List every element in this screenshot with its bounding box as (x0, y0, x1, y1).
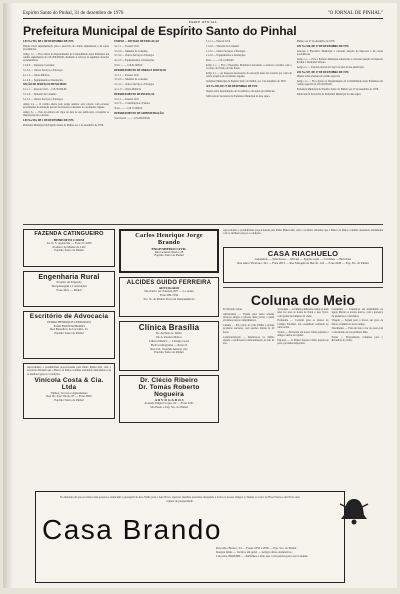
ad-subtitle: ADVOGADO (158, 286, 180, 291)
page-fold-shadow (3, 3, 13, 588)
ad-line: Av. N. S. Aparecida — Fone 27-3290 (46, 240, 92, 245)
ad-line: Espírito Santo do Pinhal (54, 398, 84, 403)
notice-paragraph: 3.1.2.0 — Material de Consumo (114, 49, 148, 53)
notice-paragraph: Publicada na Secretaria da Prefeitura Municipal na data supra. (296, 93, 362, 97)
ad-text: Aproveitando a possibilidade proporcionada pela Rádio Pinhal AM, vem o escritório informar que o Banco de Dados continua atendendo diariamente com os melhores preços e condições. (27, 366, 111, 376)
column-paragraph: Confraternização — Realizou-se no último sábado a tradicional confraternização de fim de ano. (223, 335, 275, 346)
ad-line: São Paulo e Esp. Sto. do Pinhal (150, 405, 188, 410)
ad-line: Terraplenagem e Construções (51, 284, 87, 289)
ad-subtitle: BENEDITO CORSI (53, 237, 85, 242)
notice-heading: LEI N.o 937, DE 27 DE DEZEMBRO DE 1976 (296, 70, 349, 74)
ad-line: Espírito Santo do Pinhal (154, 350, 184, 355)
ad-line: Avenida Edgard Lopes, 62 — Fone 2231 (144, 401, 194, 406)
notice-paragraph: Dispõe sobre abertura de crédito especial. (296, 75, 341, 79)
notice-paragraph: 3.1.1.1 — Pessoal Civil (114, 73, 139, 77)
ad-casa-riachuelo (223, 247, 383, 283)
notice-paragraph: 3.1.1.1 — Pessoal Civil (205, 40, 231, 43)
ad-vinicola (23, 363, 115, 419)
ad-title: ALCIDES GUIDO FERREIRA (126, 280, 212, 286)
christmas-bell-icon (336, 496, 372, 526)
ad-line: Clínica Médica — Cirurgia Geral (148, 338, 190, 343)
ad-title: Engenharia Rural (38, 274, 100, 281)
notice-heading: LEI N.o 933, DE 1 DE DEZEMBRO DE 1976 (23, 40, 74, 43)
ad-line: Produtor de Mudas de Café (52, 244, 86, 249)
ad-carlos-brando (119, 229, 219, 273)
ad-title: FAZENDA CATINGUEIRO (34, 231, 104, 237)
notice-paragraph: Artigo 2.o — Esta lei entrará em vigor na data de sua publicação. (296, 65, 365, 69)
ads-column-left (23, 229, 115, 427)
ad-clecio-nogueira (119, 375, 219, 423)
ad-title: Vinícola Costa & Cia. Ltda (34, 376, 104, 391)
notice-column (297, 40, 383, 220)
notice-paragraph: 3.1.3.2 — Outros Serviços e Encargos (23, 69, 63, 73)
ad-title: CASA RIACHUELO (267, 249, 339, 258)
notice-paragraph: Dispõe sobre suplementação para o exercício de crédito suplementar e dá outras providências. (23, 44, 110, 52)
ad-title: Escritório de Advocacia (29, 313, 109, 320)
newspaper-page (3, 3, 397, 588)
ad-line: Praça Rio Branco, 54 — Fones 2350 e 2650 — Esp. Sto. do Pinhal (216, 546, 297, 550)
column-paragraph: Formatura — Colaram grau os alunos do Colégio Estadual, em solenidade realizada no salão nobre. (277, 319, 329, 329)
notice-paragraph: 4.1.2.0 — Equipamentos e Instalações (23, 78, 63, 82)
column-title: Coluna do Meio (250, 292, 356, 308)
ad-subtitle: A D V O G A D O S (154, 398, 184, 403)
ad-line: Rua Dr. José Valois, 87 — Fone 2850 (46, 394, 92, 399)
notice-paragraph: Autoriza o Executivo Municipal a conceder isenção de impostos e dá outras providências. (296, 49, 383, 56)
ad-line: Roupas feitas — Tecidos em geral — Artigos sfino-domésticos (216, 550, 292, 555)
ad-line: Vinhos, Licores e Aguardentes (50, 390, 88, 395)
ad-fazenda-catingueiro (23, 229, 115, 267)
notice-paragraph: 3.1.3.2 — Outros Serviços e Encargos (114, 54, 154, 58)
notice-column (23, 40, 109, 220)
ad-title: Carlos Henrique Jorge Brando (135, 232, 203, 246)
notice-paragraph: Prefeitura Municipal de Espírito Santo do Pinhal, aos 27 de dezembro de 1976. (296, 88, 379, 92)
ad-line: Dr. Antônio A. Júnior (156, 331, 182, 336)
column-text-col (332, 308, 383, 347)
notice-paragraph: Publicada na Secretaria da Prefeitura Municipal na data supra. (205, 94, 271, 98)
column-paragraph: Casamento — Uniram-se em matrimônio na Igreja Matriz os jovens noivos, com a presença de numerosos convidados. (331, 308, 383, 318)
ad-subtitle: ENGENHEIRO CIVIL (151, 246, 187, 251)
notice-paragraph: Prefeitura Municipal de Espírito Santo do Pinhal, aos 1 de dezembro de 1976. (23, 123, 104, 127)
ad-line: Eletrocardiograma — Raios X (150, 342, 188, 347)
column-paragraph: Visitas — Estiveram em nossa cidade parentes e amigos vindos da capital. (277, 330, 329, 338)
notice-paragraph: 3.1.3.2 — Outros Serviços e Encargos (114, 83, 154, 87)
notice-paragraph: Artigo 3.o — Esta lei entrará em vigor na data de sua publicação, revogadas as disposições em contrário. (23, 110, 110, 118)
notice-paragraph: Total Geral .......... Cr$ 200.000,00 (114, 116, 150, 120)
ad-line: Espírito Santo do Pinhal (54, 331, 84, 336)
notice-heading: ENSINO — DIVISÃO DE EDUCAÇÃO (114, 40, 160, 43)
masthead-paper-name: "O JORNAL DE PINHAL" (327, 11, 383, 16)
notice-heading: LEI N.o 936, DE 27 DE DEZEMBRO DE 1976 (296, 44, 349, 48)
masthead-dateline: Espírito Santo do Pinhal, 31 de dezembro de 1976 (23, 11, 124, 16)
notice-paragraph: 3.1.1.1 — Pessoal Civil (114, 97, 139, 101)
ad-line: Fone 3021 — Pinhal (56, 287, 82, 292)
column-paragraph: Cinema — Em cartaz no Cine Pinhal a grande produção nacional, com sessões diárias às 20 horas. (223, 324, 275, 334)
notice-paragraph: 3.1.2.0 — Material de Consumo (114, 78, 148, 82)
column-paragraph: Festas — Programação completa para o Réveillon do Clube. (331, 335, 383, 342)
ad-line: PEDRO HENRIQUE CERIGNONI (47, 319, 91, 324)
ad-line: Sto. Sr. do Pinhal: Praça da Independência (143, 296, 195, 301)
ad-riachuelo-intro: Aproveitando a possibilidade proporcionada pela Rádio Pinhal AM, vem o escritório informar que o Banco de Dados continua atendendo diariamente com os melhores preços e condições. (223, 229, 383, 236)
ads-column-right (223, 229, 383, 427)
column-paragraph: Nascimento — Está em festa o lar do casal com o nascimento de sua primeira filha. (331, 327, 383, 334)
ad-line: Rua Benedicto de Carvalho, 25 (50, 327, 88, 332)
ad-line: Dr. A. Pereira Mattos (156, 335, 182, 340)
ad-line: São Paulo: Av. Paulista, 807 — 5.o andar (144, 289, 194, 294)
notice-paragraph: Artigo 2.o — As despesas decorrentes da execução desta lei correrão por conta de verbas próprias do orçamento vigente. (205, 72, 292, 79)
notice-paragraph: Artigo 2.o — O crédito aberto pelo artigo anterior será coberto com recursos provenientes de anulação parcial de dotações constantes do orçamento vigente. (23, 102, 110, 109)
column-body (223, 308, 383, 347)
section-kicker: PARTE OFICIAL (188, 20, 218, 24)
ad-title: Dr. Clécio Ribeiro (140, 377, 198, 384)
notice-paragraph: Total .......... Cr$ 12.000,00 (205, 59, 234, 63)
page-headline: Prefeitura Municipal de Espírito Santo do Pinhal (23, 24, 297, 38)
notice-paragraph: 3.1.1.1 — Pessoal Civil — Cr$ 30.000,00 (23, 88, 67, 92)
ad-line: Calçados, PRODIEL — Perfumes e tudo que você precisa para seu consumo (216, 554, 309, 559)
notice-paragraph: 3.1.3.2 — Outros Serviços e Encargos (23, 97, 63, 101)
notice-paragraph: Prefeitura Municipal de Espírito Santo do Pinhal, aos 1 de dezembro de 1976. (205, 80, 287, 84)
notice-heading: DEPARTAMENTO DE FINANÇAS (114, 92, 155, 96)
ad-address (216, 546, 338, 559)
notice-paragraph: 3.1.2.0 — Material de Consumo (23, 93, 57, 97)
column-paragraph: Sociedade — A família pinhalense reúne-se mais uma vez para as festas de Natal e Ano Novo, com grande movimento no clube. (277, 308, 329, 318)
coluna-do-meio (223, 292, 383, 347)
notice-heading: DEPARTAMENTO DE ADMINISTRAÇÃO (114, 111, 164, 115)
notice-paragraph: Pinhal, aos 27 de dezembro de 1976. (296, 40, 335, 43)
ad-line: Projetos de Irrigação (56, 280, 82, 285)
ad-line: Espírito Santo do Pinhal (154, 253, 184, 258)
ad-line: Fone 289-7256 (159, 293, 179, 298)
ad-line: Rua Amor Vitoriano, 321 — Fone 2813 — Rua Marquês de Herval, 143 — Fone 2049 — Esp. Sto. do Pinhal (237, 260, 369, 265)
notice-paragraph: 3.1.2.0 — Material de Consumo (205, 44, 239, 48)
notice-column (206, 40, 292, 220)
ad-line: Geladeiras — Televisores — Móveis — Fogões a gás — Colchões — Bicicletas (254, 256, 352, 261)
masthead (23, 11, 383, 19)
column-paragraph: Viagem — Seguiu para o litoral, em gozo de férias, a família do nosso amigo. (331, 319, 383, 326)
notice-paragraph: Dispõe sobre denominação de via pública e dá outras providências. (205, 89, 276, 93)
notice-heading: LEI N.o 934, DE 1 DE DEZEMBRO DE 1976 (23, 118, 74, 122)
ads-grid (23, 229, 383, 427)
notice-paragraph: Artigo 1.o — Fica aberto no Departamento de Contabilidade desta Prefeitura um crédito suplementar de Cr$ 200.000,00, destinado a reforçar as seguintes dotações orçamentárias: (23, 52, 110, 63)
notice-heading: SEÇÃO DE SERVIÇOS MUNICIPAIS (23, 83, 67, 87)
notice-paragraph: Total .......... Cr$ 61.000,00 (114, 63, 143, 67)
ad-clinica-brasilia (119, 321, 219, 371)
notice-heading: DEPARTAMENTO DE OBRAS E SERVIÇOS (114, 68, 167, 72)
column-text-col (223, 308, 274, 347)
ad-line: JOÃO BATISTA PRADO (53, 323, 85, 328)
ad-title: Clínica Brasília (138, 323, 200, 332)
column-text-col (277, 308, 328, 347)
notice-paragraph: Total .......... Cr$ 13.000,00 (114, 107, 143, 111)
notice-column (114, 40, 200, 220)
notice-paragraph: 3.2.7.0 — Contribuições a Fundos (114, 102, 150, 106)
ad-engenharia-rural (23, 271, 115, 307)
notice-paragraph: 4.1.1.0 — Obras Públicas (114, 87, 141, 91)
notice-paragraph: Artigo 1.o — Fica o Executivo Municipal autorizado a celebrar convênio com o Governo do Estado de São Paulo. (205, 63, 292, 71)
notice-paragraph: 4.1.2.0 — Equipamentos e Instalações (114, 59, 155, 63)
section-divider (23, 224, 383, 225)
notice-paragraph: 4.1.1.0 — Obras Públicas (23, 73, 50, 77)
ad-alcides-ferreira (119, 277, 219, 317)
ad-escritorio-advocacia (23, 311, 115, 359)
brand-name: Casa Brando (42, 514, 222, 545)
notice-paragraph: Artigo 1.o — Fica o Prefeito Municipal autorizado a conceder isenção do Imposto Predial e Territorial Urbano. (296, 57, 383, 64)
notice-paragraph: 3.1.3.2 — Outros Serviços e Encargos (205, 49, 246, 53)
ad-line: Rua Cel. Joaquim Amaral, 222 (150, 346, 188, 351)
ads-column-middle (119, 229, 219, 427)
ad-title-2: Dr. Tomás Roberto Nogueira (138, 383, 200, 398)
official-notices (23, 40, 383, 220)
column-paragraph: Aniversários — Fazem anos nesta semana diversos amigos e leitores deste jornal, a quem enviamos nossos cumprimentos. (223, 312, 275, 323)
notice-paragraph: Artigo 1.o — Fica aberto no Departamento de Contabilidade desta Prefeitura um crédito especial de Cr$ 50.000,00. (296, 80, 383, 87)
notice-paragraph: 3.1.1.1 — Pessoal Civil (114, 44, 139, 48)
ad-greeting: No instante em que se reúne todas pessoas e anunciam a passagem do Ano Velho para o Ano Novo, aqui nos fazemos presentes desejando a todos os nossos amigos e clientes os votos de Boas Festas e um Novo Ano repleto de prosperidade. (60, 496, 300, 503)
ad-line: Espírito Santo do Pinhal (54, 248, 84, 253)
column-paragraph: Por Ricardo Alves (223, 308, 243, 311)
casa-brando-ad (23, 491, 383, 583)
section-divider (223, 287, 383, 288)
ad-line: Rua General Osório, 28 (154, 249, 184, 254)
notice-heading: LEI N.o 935, DE 27 DE DEZEMBRO DE 1976 (205, 84, 258, 88)
notice-paragraph: 1.4.0.0 — Despesas Correntes (23, 64, 55, 68)
column-paragraph: Esportes — O Pinhal Esporte Clube prepara-se para a próxima temporada. (277, 338, 329, 346)
notice-paragraph: 4.1.2.0 — Equipamentos e Instalações (205, 54, 246, 58)
ad-box (35, 491, 345, 583)
